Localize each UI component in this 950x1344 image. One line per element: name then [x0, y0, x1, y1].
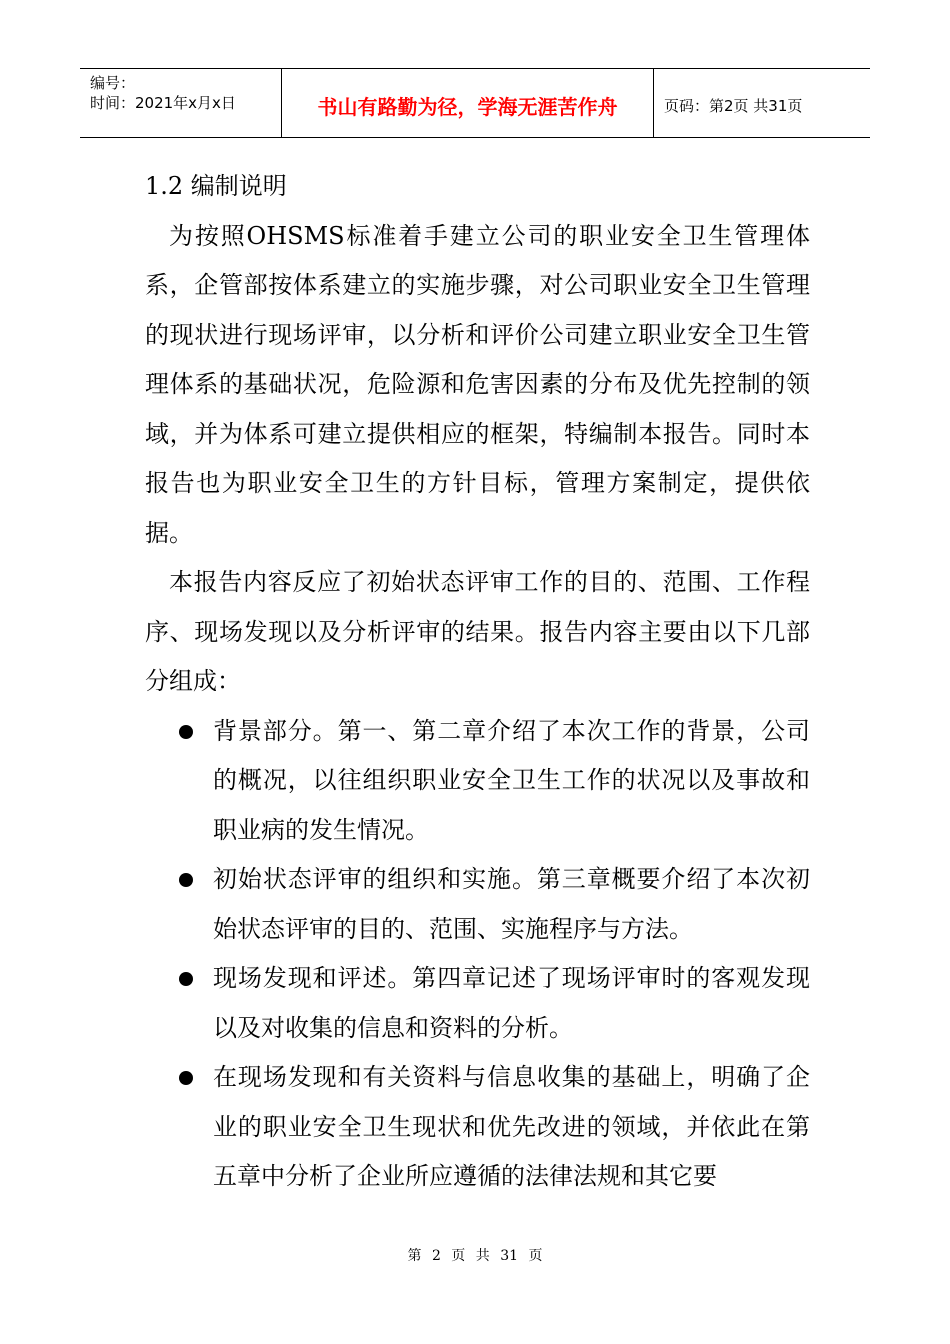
list-item: [145, 1053, 810, 1202]
list-item: [145, 954, 810, 1053]
paragraph-2: 本报告内容反应了初始状态评审工作的目的、范围、工作程序、现场发现以及分析评审的结果。报告内容主要由以下几部分组成：: [145, 568, 810, 695]
header-page-info: 页码：第2页 共31页: [664, 96, 803, 115]
header-number-label: 编号：: [90, 74, 136, 92]
header-date: 时间：2021年x月x日: [90, 94, 236, 112]
list-item-text: 初始状态评审的组织和实施。第三章概要介绍了本次初始状态评审的目的、范围、实施程序与方法。: [213, 865, 810, 943]
list-item: [145, 707, 810, 856]
page-header: [80, 68, 870, 138]
header-meta: [80, 69, 282, 137]
component-list: [145, 707, 810, 1202]
paragraph-1: 为按照OHSMS标准着手建立公司的职业安全卫生管理体系，企管部按体系建立的实施步骤，对公司职业安全卫生管理的现状进行现场评审，以分析和评价公司建立职业安全卫生管理体系的基础状况，危险源和危害因素的分布及优先控制的领域，并为体系可建立提供相应的框架，特编制本报告。同时本报告也为职业安全卫生的方针目标，管理方案制定，提供依据。: [145, 221, 810, 547]
header-motto: 书山有路勤为径，学海无涯苦作舟: [282, 69, 654, 137]
list-item-text: 现场发现和评述。第四章记述了现场评审时的客观发现以及对收集的信息和资料的分析。: [213, 964, 810, 1042]
document-body: [145, 162, 810, 1202]
list-item-text: 在现场发现和有关资料与信息收集的基础上，明确了企业的职业安全卫生现状和优先改进的领域，并依此在第五章中分析了企业所应遵循的法律法规和其它要: [213, 1063, 810, 1190]
list-item: [145, 855, 810, 954]
bullet-dot-icon: [179, 1071, 193, 1085]
page-footer: 第 2 页 共 31 页: [407, 1248, 543, 1264]
bullet-dot-icon: [179, 972, 193, 986]
bullet-dot-icon: [179, 725, 193, 739]
section-title: 1.2 编制说明: [145, 172, 287, 200]
list-item-text: 背景部分。第一、第二章介绍了本次工作的背景，公司的概况，以往组织职业安全卫生工作的状况以及事故和职业病的发生情况。: [213, 716, 810, 844]
bullet-dot-icon: [179, 873, 193, 887]
